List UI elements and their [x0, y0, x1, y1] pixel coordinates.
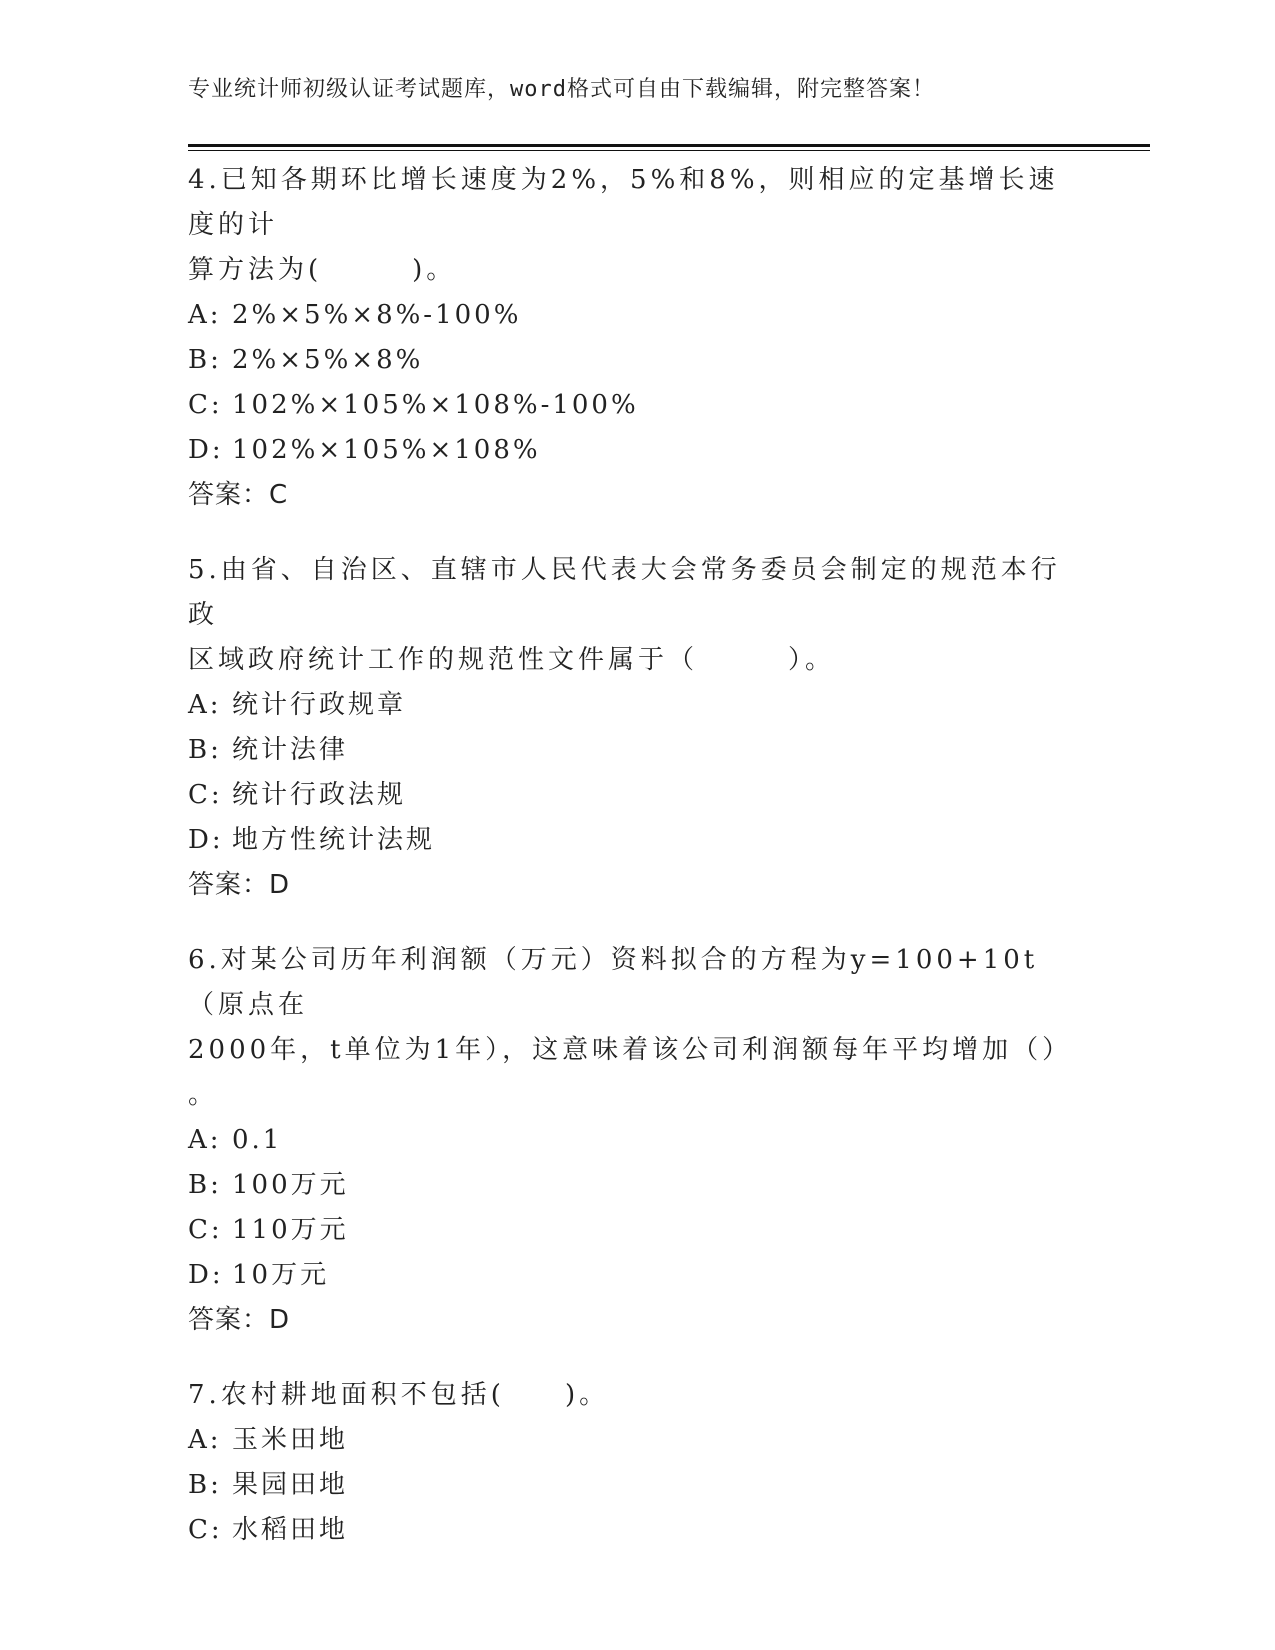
question-4: [188, 158, 1088, 518]
question-5: [188, 548, 1088, 908]
option-text: 统计行政规章: [232, 690, 407, 720]
option-c: [188, 1508, 1088, 1553]
question-stem-line: 6.对某公司历年利润额（万元）资料拟合的方程为y=100+10t（原点在: [188, 945, 1039, 1020]
option-b: [188, 1463, 1088, 1508]
question-list: [188, 158, 1088, 1583]
option-text: 地方性统计法规: [232, 825, 436, 855]
question-7: [188, 1373, 1088, 1553]
option-text: 统计法律: [232, 735, 349, 765]
option-c: [188, 383, 1088, 428]
option-label: C:: [188, 1515, 223, 1545]
option-label: B:: [188, 345, 222, 375]
option-text: 110万元: [232, 1215, 349, 1245]
option-label: D:: [188, 435, 224, 465]
question-stem-line: 区域政府统计工作的规范性文件属于（ ）。: [188, 645, 836, 675]
answer: 答案：D: [188, 1305, 291, 1335]
option-text: 102%×105%×108%-100%: [232, 390, 639, 420]
option-label: D:: [188, 825, 224, 855]
option-label: C:: [188, 1215, 223, 1245]
question-stem-line: 2000年，t单位为1年），这意味着该公司利润额每年平均增加（）: [188, 1035, 1073, 1065]
option-label: D:: [188, 1260, 224, 1290]
option-a: [188, 293, 1088, 338]
option-label: C:: [188, 390, 223, 420]
option-a: [188, 1118, 1088, 1163]
option-label: B:: [188, 735, 222, 765]
question-stem-line: 4.已知各期环比增长速度为2%，5%和8%，则相应的定基增长速度的计: [188, 165, 1059, 240]
option-c: [188, 773, 1088, 818]
option-label: C:: [188, 780, 223, 810]
option-d: [188, 428, 1088, 473]
option-text: 0.1: [232, 1125, 283, 1155]
option-a: [188, 683, 1088, 728]
option-label: A:: [188, 300, 222, 330]
header-rule-thin: [188, 150, 1150, 151]
option-label: A:: [188, 1425, 222, 1455]
option-text: 10万元: [232, 1260, 330, 1290]
option-c: [188, 1208, 1088, 1253]
option-label: A:: [188, 690, 222, 720]
answer: 答案：C: [188, 480, 289, 510]
option-text: 果园田地: [232, 1470, 349, 1500]
question-stem-line: 。: [188, 1080, 219, 1110]
option-label: B:: [188, 1470, 222, 1500]
option-text: 2%×5%×8%: [232, 345, 424, 375]
page-header: 专业统计师初级认证考试题库，word格式可自由下载编辑，附完整答案！: [188, 77, 935, 102]
option-b: [188, 1163, 1088, 1208]
option-text: 玉米田地: [232, 1425, 349, 1455]
option-text: 统计行政法规: [232, 780, 407, 810]
option-b: [188, 728, 1088, 773]
option-b: [188, 338, 1088, 383]
question-6: [188, 938, 1088, 1343]
option-label: A:: [188, 1125, 222, 1155]
question-stem-line: 算方法为( )。: [188, 255, 457, 285]
option-a: [188, 1418, 1088, 1463]
question-stem-line: 7.农村耕地面积不包括( )。: [188, 1380, 610, 1410]
option-text: 水稻田地: [232, 1515, 349, 1545]
option-d: [188, 818, 1088, 863]
header-rule-thick: [188, 144, 1150, 147]
option-text: 100万元: [232, 1170, 349, 1200]
question-stem-line: 5.由省、自治区、直辖市人民代表大会常务委员会制定的规范本行政: [188, 555, 1061, 630]
option-label: B:: [188, 1170, 222, 1200]
option-text: 102%×105%×108%: [232, 435, 541, 465]
option-d: [188, 1253, 1088, 1298]
option-text: 2%×5%×8%-100%: [232, 300, 522, 330]
answer: 答案：D: [188, 870, 291, 900]
